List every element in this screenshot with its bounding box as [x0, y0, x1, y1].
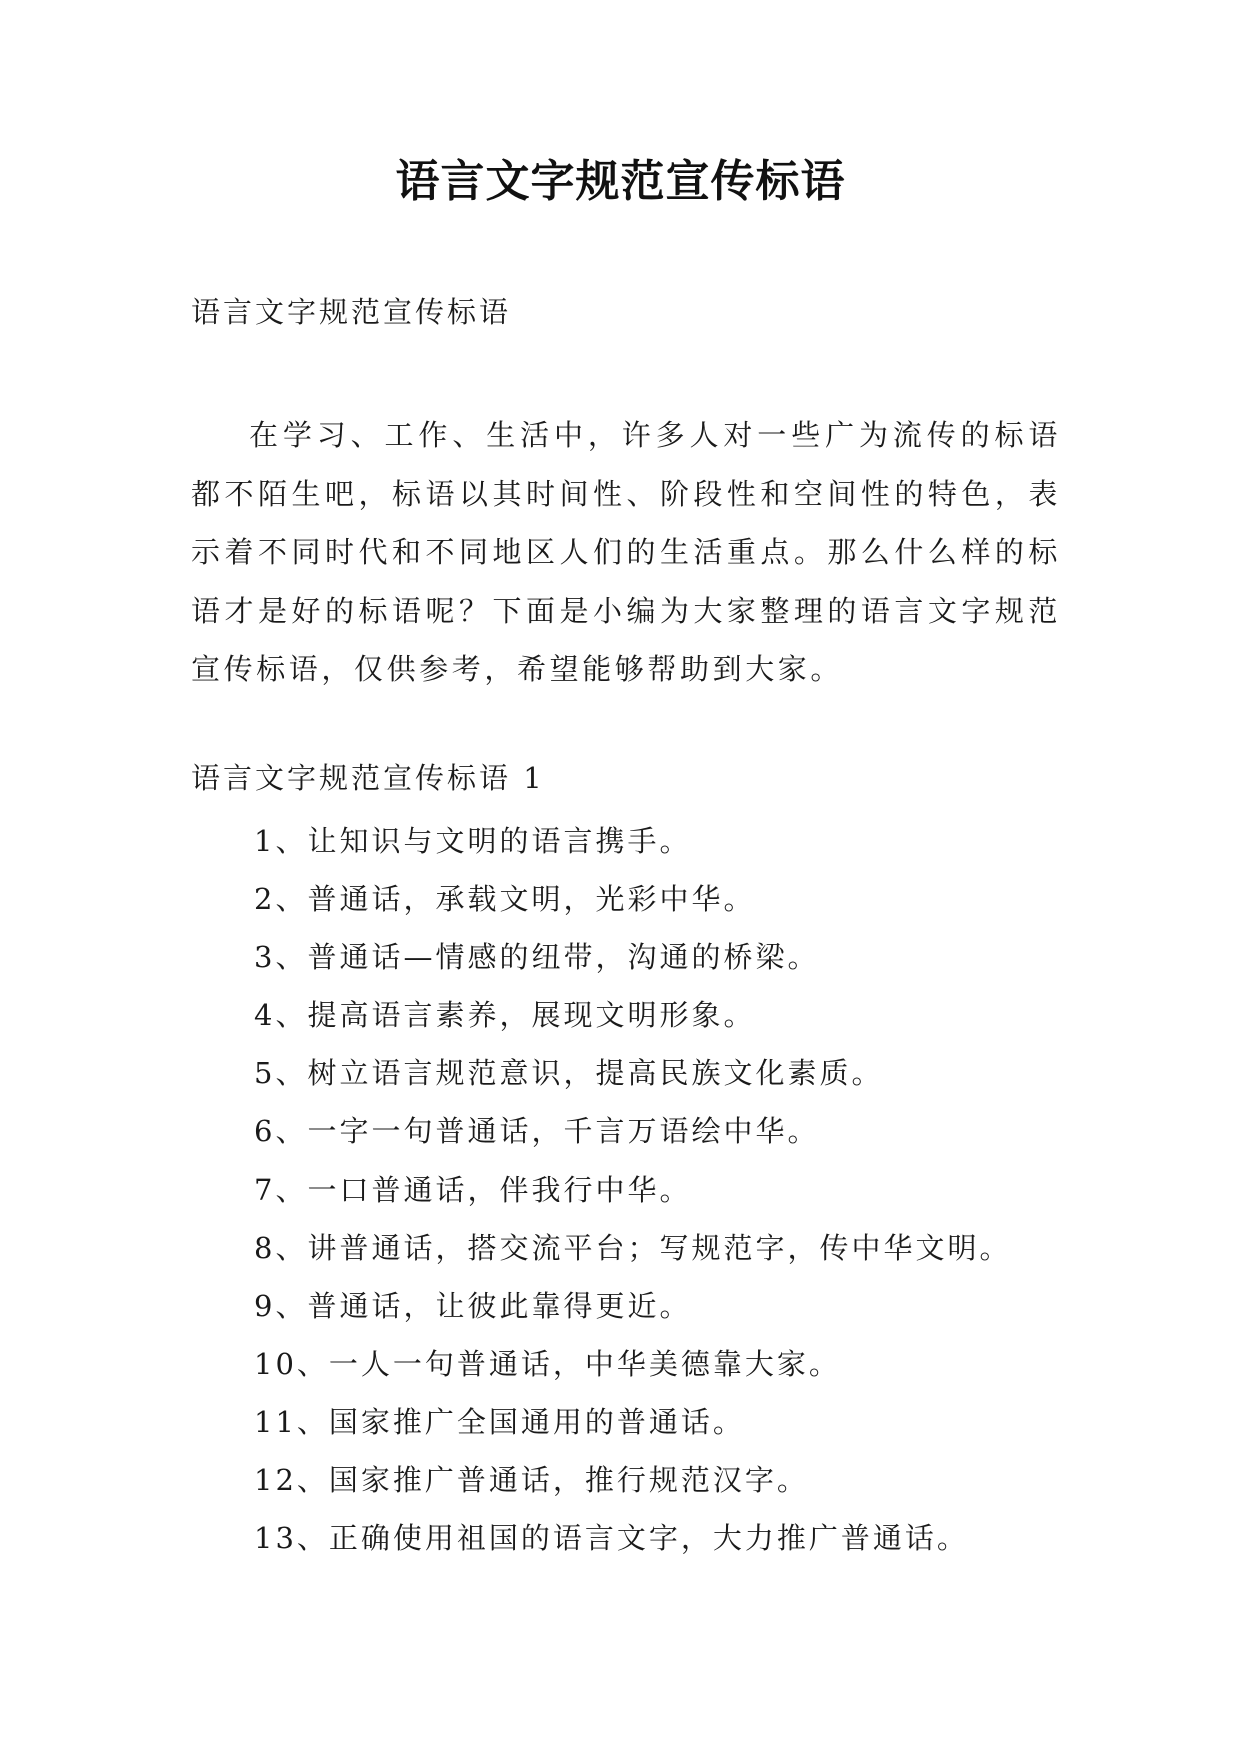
slogan-item-9: 9、普通话，让彼此靠得更近。	[254, 1288, 692, 1323]
slogan-item-6: 6、一字一句普通话，千言万语绘中华。	[254, 1114, 820, 1149]
slogan-item-8: 8、讲普通话，搭交流平台；写规范字，传中华文明。	[254, 1230, 1012, 1265]
document-title: 语言文字规范宣传标语	[395, 156, 846, 207]
slogan-item-1: 1、让知识与文明的语言携手。	[254, 824, 692, 858]
document-subtitle: 语言文字规范宣传标语	[191, 295, 512, 329]
section-heading: 语言文字规范宣传标语 1	[191, 761, 545, 795]
slogan-item-12: 12、国家推广普通话，推行规范汉字。	[254, 1463, 809, 1498]
intro-paragraph: 在学习、工作、生活中，许多人对一些广为流传的标语都不陌生吧，标语以其时间性、阶段性和空间性的特色，表示着不同时代和不同地区人们的生活重点。那么什么样的标语才是好的标语呢？下面是小编为大家整理的语言文字规范宣传标语，仅供参考，希望能够帮助到大家。	[191, 418, 1061, 686]
slogan-item-7: 7、一口普通话，伴我行中华。	[254, 1172, 692, 1207]
slogan-item-2: 2、普通话，承载文明，光彩中华。	[254, 882, 756, 917]
slogan-list	[254, 812, 1011, 1567]
slogan-item-13: 13、正确使用祖国的语言文字，大力推广普通话。	[254, 1521, 969, 1556]
slogan-item-5: 5、树立语言规范意识，提高民族文化素质。	[254, 1056, 884, 1091]
slogan-item-11: 11、国家推广全国通用的普通话。	[254, 1404, 745, 1439]
slogan-item-3: 3、普通话—情感的纽带，沟通的桥梁。	[254, 940, 820, 975]
slogan-item-4: 4、提高语言素养，展现文明形象。	[254, 998, 756, 1033]
slogan-item-10: 10、一人一句普通话，中华美德靠大家。	[254, 1346, 841, 1381]
